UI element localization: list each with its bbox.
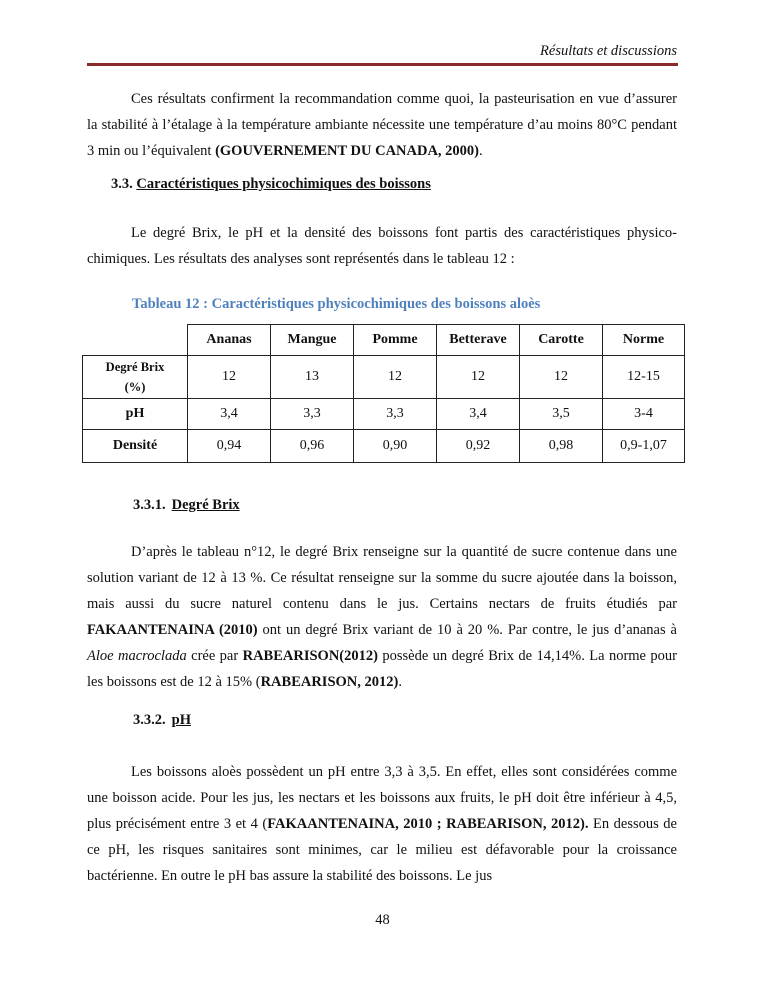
section-number: 3.3. xyxy=(111,176,133,192)
table-cell: 3,4 xyxy=(437,399,520,430)
paragraph-text: ont un degré Brix variant de 10 à 20 %. Par contre, le jus d’ananas à xyxy=(257,622,677,638)
column-header: Pomme xyxy=(354,325,437,356)
section-title: Caractéristiques physicochimiques des boissons xyxy=(136,176,431,192)
table-cell: 0,90 xyxy=(354,430,437,463)
column-header: Ananas xyxy=(188,325,271,356)
column-header: Mangue xyxy=(271,325,354,356)
header-rule xyxy=(87,63,678,66)
paragraph-text: En dessous de ce pH, les risques sanitaires sont minimes, car le milieu est défavorable pour la croissance bactérienne. En outre le pH bas assure la stabilité des boissons. Le jus xyxy=(87,816,677,884)
subsection-number: 3.3.1. xyxy=(133,497,166,513)
table-cell: 3,3 xyxy=(271,399,354,430)
table-caption: Tableau 12 : Caractéristiques physicochimiques des boissons aloès xyxy=(132,296,541,312)
table-cell: 13 xyxy=(271,356,354,399)
table-cell: 0,98 xyxy=(520,430,603,463)
paragraph-end: . xyxy=(479,143,483,159)
paragraph-text: Les boissons aloès possèdent un pH entre 3,3 à 3,5. En effet, elles sont considérées comme une boisson acide. Pour les jus, les nectars et les boissons aux fruits, le pH doit être inférieur à 4,5, plus précisément entre 3 et 4 ( xyxy=(87,764,677,832)
citation: RABEARISON, 2012) xyxy=(260,674,399,690)
table-cell: 3-4 xyxy=(603,399,685,430)
paragraph-text: D’après le tableau n°12, le degré Brix renseigne sur la quantité de sucre contenue dans une solution variant de 12 à 13 %. Ce résultat renseigne sur la somme du sucre ajoutée dans la boisson, mais aussi du sucre naturel contenu dans le jus. Certains nectars de fruits étudiés par xyxy=(87,544,677,612)
section-heading xyxy=(111,176,431,193)
citation: (GOUVERNEMENT DU CANADA, 2000) xyxy=(215,143,480,159)
row-label xyxy=(83,356,188,399)
paragraph-ph xyxy=(87,759,677,889)
citation: FAKAANTENAINA, 2010 ; RABEARISON, 2012). xyxy=(267,816,589,832)
table-cell: 3,3 xyxy=(354,399,437,430)
paragraph-text: crée par xyxy=(186,648,243,664)
paragraph-end: . xyxy=(398,674,402,690)
subsection-heading-brix xyxy=(133,497,240,514)
table-row xyxy=(83,356,685,399)
table-cell: 12 xyxy=(188,356,271,399)
paragraph-brix xyxy=(87,539,677,695)
citation: FAKAANTENAINA (2010) xyxy=(87,622,258,638)
citation: RABEARISON(2012) xyxy=(242,648,378,664)
subsection-title: Degré Brix xyxy=(171,497,240,513)
table-cell: 12 xyxy=(437,356,520,399)
row-label: pH xyxy=(83,399,188,430)
table-cell: 0,94 xyxy=(188,430,271,463)
table-row xyxy=(83,399,685,430)
page-number: 48 xyxy=(375,912,390,928)
table-cell: 3,5 xyxy=(520,399,603,430)
column-header: Carotte xyxy=(520,325,603,356)
species-name: Aloe macroclada xyxy=(87,648,187,664)
paragraph-text: possède un degré Brix de 14,14%. La norme pour les boissons est de 12 à 15% ( xyxy=(87,648,677,690)
table-cell: 12 xyxy=(354,356,437,399)
table-cell: 0,92 xyxy=(437,430,520,463)
paragraph-intro-table xyxy=(87,220,677,272)
table-row xyxy=(83,430,685,463)
table-cell: 0,9-1,07 xyxy=(603,430,685,463)
row-label-line: (%) xyxy=(124,380,146,394)
subsection-number: 3.3.2. xyxy=(133,712,166,728)
paragraph-pasteurisation xyxy=(87,86,677,164)
paragraph-text: Ces résultats confirment la recommandation comme quoi, la pasteurisation en vue d’assurer la stabilité à l’étalage à la température ambiante nécessite une température d’au moins 80°C pendant 3 min ou l’équivalent xyxy=(87,91,677,159)
running-header: Résultats et discussions xyxy=(540,43,677,59)
physicochemical-table xyxy=(82,324,685,463)
subsection-heading-ph xyxy=(133,712,191,729)
table-header-row xyxy=(83,325,685,356)
column-header: Betterave xyxy=(437,325,520,356)
column-header: Norme xyxy=(603,325,685,356)
table-corner-cell xyxy=(83,325,188,356)
table-cell: 3,4 xyxy=(188,399,271,430)
paragraph-text: Le degré Brix, le pH et la densité des boissons font partis des caractéristiques physico-chimiques. Les résultats des analyses sont représentés dans le tableau 12 : xyxy=(87,225,677,267)
row-label-line: Degré Brix xyxy=(105,360,165,374)
table-cell: 12-15 xyxy=(603,356,685,399)
subsection-title: pH xyxy=(171,712,191,728)
table-cell: 0,96 xyxy=(271,430,354,463)
table-cell: 12 xyxy=(520,356,603,399)
row-label: Densité xyxy=(83,430,188,463)
